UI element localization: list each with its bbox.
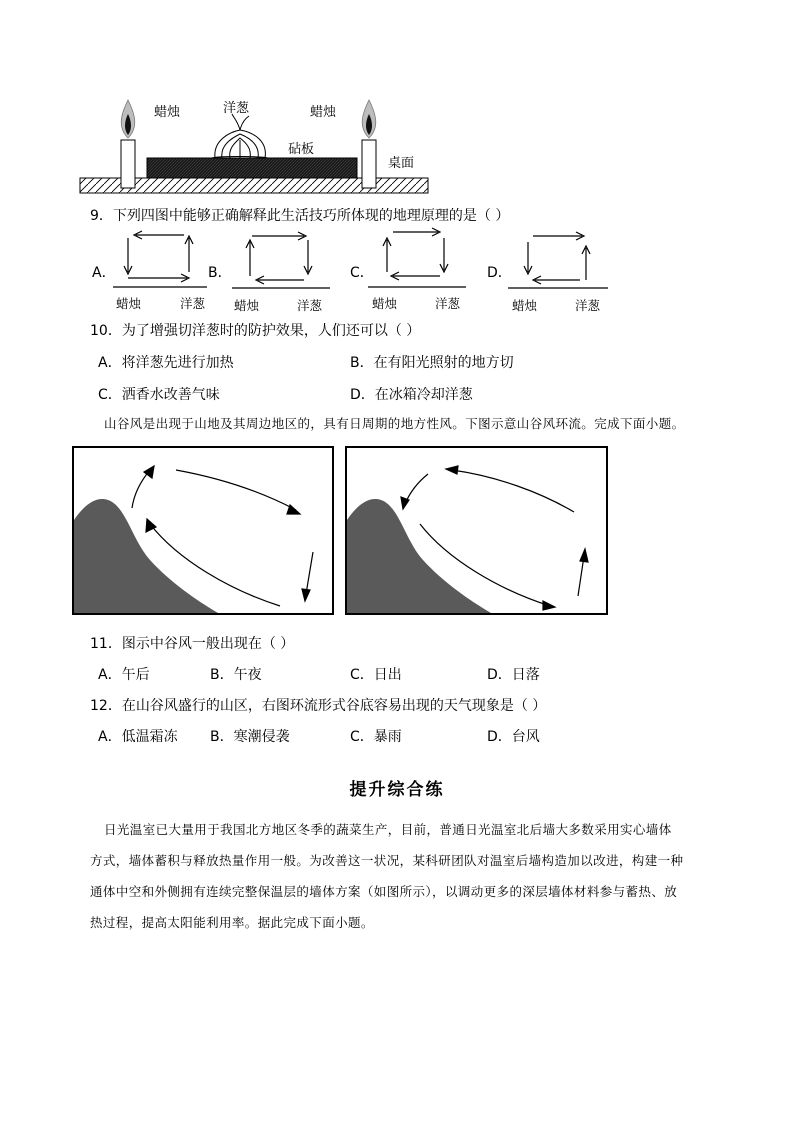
q9-option-d-letter: D． — [487, 265, 512, 281]
q11-option-b: B．午夜 — [210, 667, 262, 683]
question-11-stem: 11．图示中谷风一般出现在（ ） — [90, 636, 295, 652]
greenhouse-paragraph-line-3: 通体中空和外侧拥有连续完整保温层的墙体方案（如图所示），以调动更多的深层墙体材料参与蓄热、放 — [90, 884, 678, 899]
q9-option-b-right-label: 洋葱 — [297, 298, 323, 313]
q12-option-d: D．台风 — [487, 729, 540, 745]
label-onion: 洋葱 — [223, 101, 250, 116]
q10-option-b: B．在有阳光照射的地方切 — [350, 355, 514, 371]
greenhouse-paragraph-line-1: 日光温室已大量用于我国北方地区冬季的蔬菜生产，目前，普通日光温室北后墙大多数采用实心墙体 — [104, 822, 672, 837]
label-board: 砧板 — [288, 142, 315, 157]
greenhouse-paragraph-line-4: 热过程，提高太阳能利用率。据此完成下面小题。 — [90, 915, 374, 930]
q9-option-a-left-label: 蜡烛 — [116, 296, 142, 311]
label-candle-right: 蜡烛 — [310, 105, 337, 120]
question-10-stem: 10．为了增强切洋葱时的防护效果，人们还可以（ ） — [90, 323, 421, 339]
question-9-stem: 9．下列四图中能够正确解释此生活技巧所体现的地理原理的是（ ） — [90, 208, 510, 224]
valley-wind-intro: 山谷风是出现于山地及其周边地区的，具有日周期的地方性风。下图示意山谷风环流。完成下面小题。 — [104, 416, 685, 431]
q9-option-d-right-label: 洋葱 — [575, 298, 601, 313]
q9-option-b-letter: B． — [208, 265, 232, 281]
question-12-stem: 12．在山谷风盛行的山区，右图环流形式谷底容易出现的天气现象是（ ） — [90, 698, 547, 714]
greenhouse-paragraph-line-2: 方式，墙体蓄积与释放热量作用一般。为改善这一状况，某科研团队对温室后墙构造加以改进，构建一种 — [90, 853, 684, 868]
label-table: 桌面 — [388, 156, 415, 171]
q11-option-a: A．午后 — [98, 667, 150, 683]
label-candle-left: 蜡烛 — [154, 105, 181, 120]
q12-option-b: B．寒潮侵袭 — [210, 729, 290, 745]
q10-option-a: A．将洋葱先进行加热 — [98, 355, 234, 371]
q9-option-a-right-label: 洋葱 — [180, 296, 206, 311]
q10-option-d: D．在冰箱冷却洋葱 — [350, 387, 473, 403]
q9-option-d-left-label: 蜡烛 — [512, 298, 538, 313]
q9-option-a-letter: A． — [92, 265, 116, 281]
q9-option-c-left-label: 蜡烛 — [372, 296, 398, 311]
q9-option-c-right-label: 洋葱 — [435, 296, 461, 311]
q9-option-b-left-label: 蜡烛 — [234, 298, 260, 313]
q12-option-a: A．低温霜冻 — [98, 729, 178, 745]
section-title: 提升综合练 — [349, 780, 445, 800]
q10-option-c: C．洒香水改善气味 — [98, 387, 220, 403]
q11-option-d: D．日落 — [487, 667, 540, 683]
q9-option-c-letter: C． — [350, 265, 374, 281]
q12-option-c: C．暴雨 — [350, 729, 402, 745]
q11-option-c: C．日出 — [350, 667, 402, 683]
